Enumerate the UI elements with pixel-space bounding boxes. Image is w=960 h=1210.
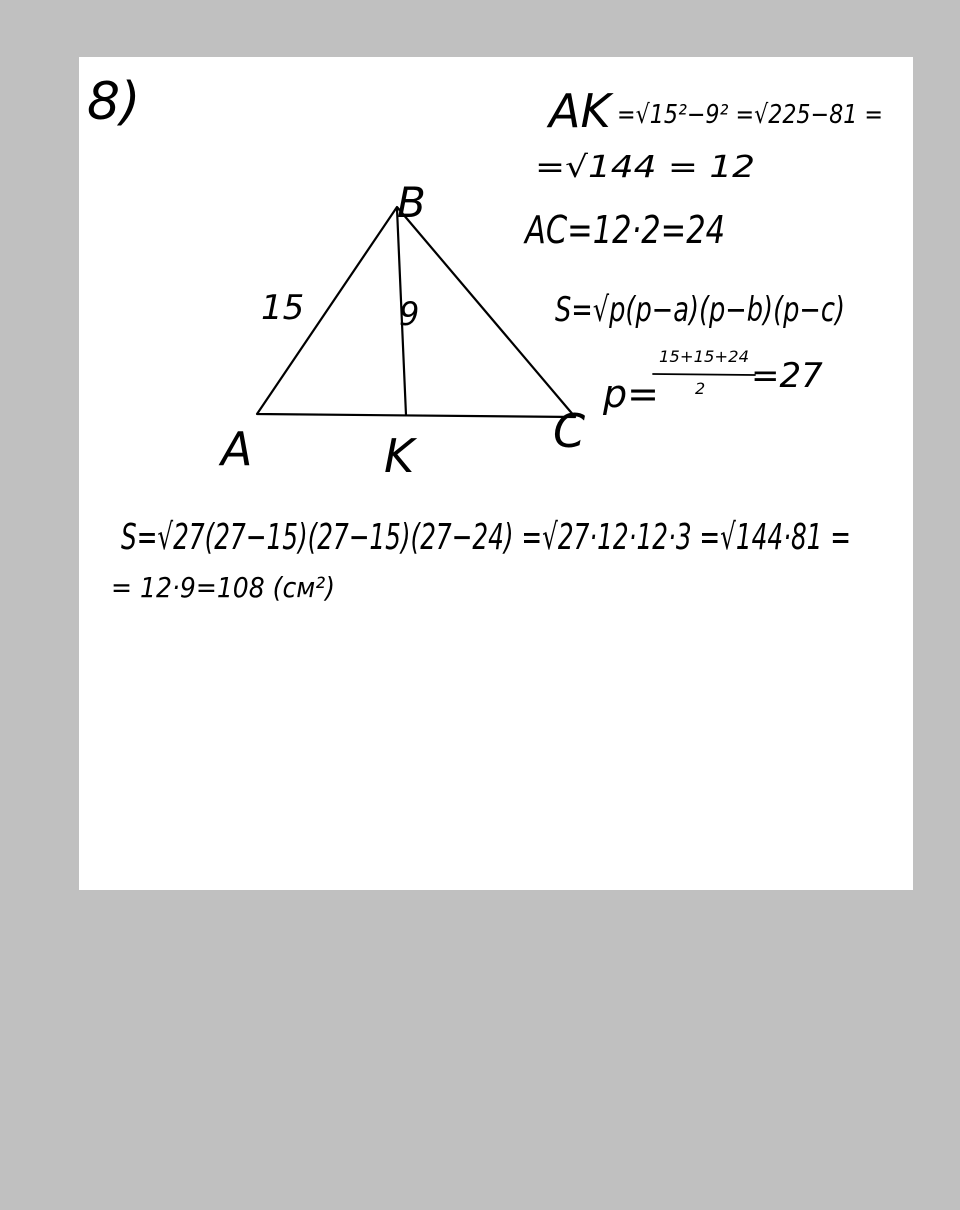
- vertex-a-label: A: [221, 422, 253, 476]
- side-ab-length: 15: [261, 288, 305, 328]
- ak-result: =√144 = 12: [535, 150, 755, 185]
- handwriting-canvas: [79, 57, 913, 890]
- heron-formula: S=√p(p−a)(p−b)(p−c): [555, 290, 845, 330]
- ak-lhs: AK: [549, 84, 611, 138]
- p-lhs: p=: [603, 372, 659, 416]
- p-denominator: 2: [695, 379, 706, 398]
- area-result: = 12·9=108 (см²): [111, 571, 335, 604]
- vertex-c-label: C: [553, 404, 586, 458]
- vertex-b-label: B: [397, 178, 426, 227]
- area-expression: S=√27(27−15)(27−15)(27−24) =√27·12·12·3 =√144·81 =: [121, 517, 851, 558]
- p-numerator: 15+15+24: [659, 347, 749, 366]
- fraction-bar: [653, 374, 755, 375]
- vertex-k-label: K: [384, 429, 415, 483]
- semi-perimeter: [602, 347, 823, 416]
- ak-expression: =√15²−9² =√225−81 =: [617, 100, 883, 130]
- problem-number: 8): [87, 72, 141, 132]
- ac-calculation: AC=12·2=24: [522, 208, 725, 252]
- worksheet-page: [79, 57, 913, 890]
- altitude-length: 9: [399, 295, 420, 333]
- p-result: =27: [751, 356, 823, 396]
